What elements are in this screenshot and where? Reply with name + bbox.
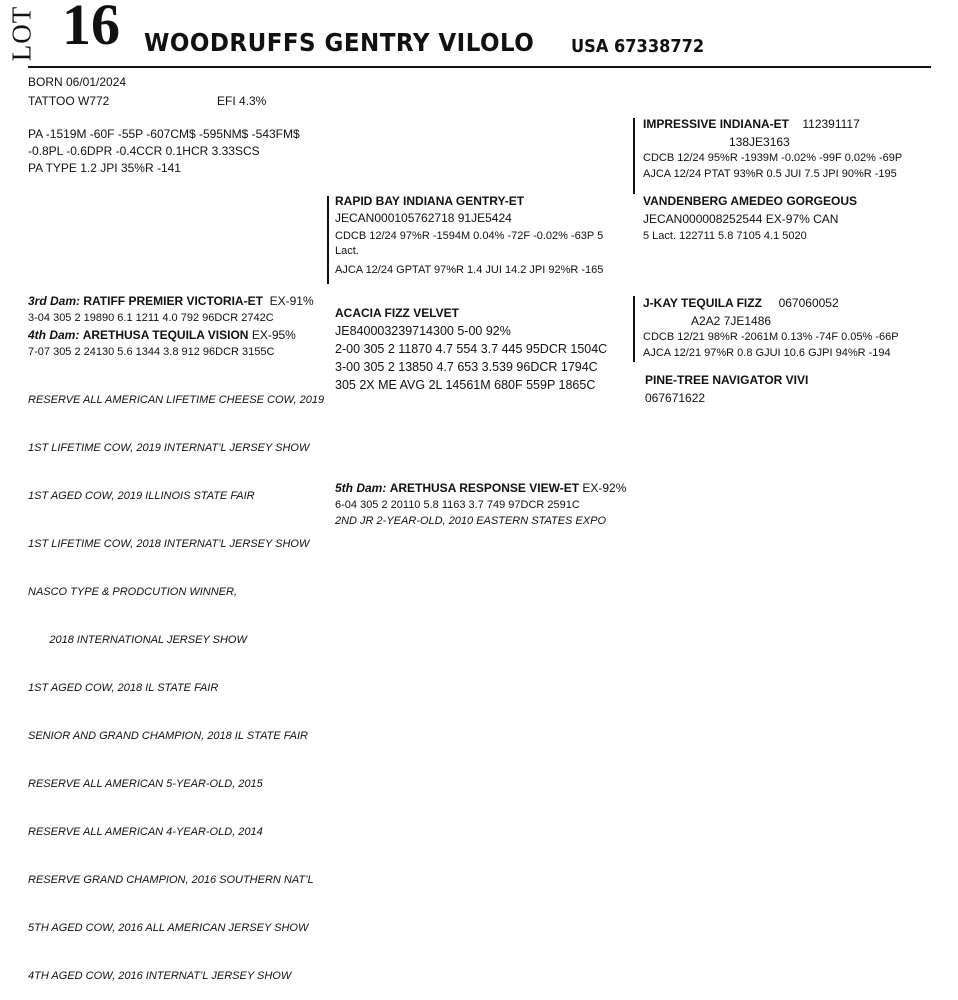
registration-number: USA 67338772 (571, 36, 705, 57)
third-dam-record: 3-04 305 2 19890 6.1 1211 4.0 792 96DCR 2742C (28, 312, 274, 324)
dam-sire-name: J-KAY TEQUILA FIZZ (643, 296, 762, 310)
born-date: BORN 06/01/2024 (28, 75, 127, 89)
sire-dam-id: JECAN000008252544 EX-97% CAN (643, 212, 839, 226)
sire-dam-record: 5 Lact. 122711 5.8 7105 4.1 5020 (643, 230, 807, 242)
dam-sire-cdcb: CDCB 12/21 98%R -2061M 0.13% -74F 0.05% -66P (643, 331, 899, 343)
honor-line: 1ST AGED COW, 2019 ILLINOIS STATE FAIR (28, 490, 255, 502)
sire-sire-code: 138JE3163 (729, 135, 790, 149)
honor-line: 1ST AGED COW, 2018 IL STATE FAIR (28, 682, 219, 694)
sire-sire-cdcb: CDCB 12/24 95%R -1939M -0.02% -99F 0.02% -69P (643, 152, 903, 164)
sire-sire-header (643, 116, 860, 132)
honor-line: 1ST LIFETIME COW, 2019 INTERNAT’L JERSEY SHOW (28, 442, 310, 454)
fourth-dam-header (28, 327, 296, 343)
dam-dam-number: 067671622 (645, 391, 706, 405)
fourth-dam-honors (28, 360, 324, 1000)
sire-sire-name: IMPRESSIVE INDIANA-ET (643, 117, 790, 131)
sire-sire-number: 112391117 (802, 117, 860, 131)
dam-sire-header (643, 295, 839, 311)
fifth-dam-header (335, 480, 626, 496)
dam-id: JE840003239714300 5-00 92% (335, 324, 511, 338)
pa-line-2: -0.8PL -0.6DPR -0.4CCR 0.1HCR 3.33SCS (28, 144, 260, 158)
efi: EFI 4.3% (217, 94, 267, 108)
fourth-dam-record: 7-07 305 2 24130 5.6 1344 3.8 912 96DCR 3155C (28, 346, 275, 358)
third-dam-score: EX-91% (269, 294, 314, 308)
header-divider (28, 66, 931, 68)
fifth-dam-name: ARETHUSA RESPONSE VIEW-ET (389, 481, 580, 495)
third-dam-name: RATIFF PREMIER VICTORIA-ET (83, 294, 263, 308)
sire-bracket (327, 196, 329, 284)
honor-line: 5TH AGED COW, 2016 ALL AMERICAN JERSEY SHOW (28, 922, 309, 934)
honor-line: 4TH AGED COW, 2016 INTERNAT’L JERSEY SHOW (28, 970, 292, 982)
pa-line-3: PA TYPE 1.2 JPI 35%R -141 (28, 161, 181, 175)
dam-me-avg: 305 2X ME AVG 2L 14561M 680F 559P 1865C (335, 378, 596, 392)
honor-line: SENIOR AND GRAND CHAMPION, 2018 IL STATE FAIR (28, 730, 308, 742)
third-dam-label: 3rd Dam: (28, 294, 81, 308)
dam-sire-ajca: AJCA 12/21 97%R 0.8 GJUI 10.6 GJPI 94%R -194 (643, 347, 891, 359)
animal-name: WOODRUFFS GENTRY VILOLO (144, 28, 535, 57)
tattoo: TATTOO W772 (28, 94, 110, 108)
sire-cdcb: CDCB 12/24 97%R -1594M 0.04% -72F -0.02% -63P 5 (335, 230, 604, 242)
fourth-dam-score: EX-95% (251, 328, 296, 342)
lot-number: 16 (62, 0, 120, 57)
fourth-dam-label: 4th Dam: (28, 328, 80, 342)
dam-record-1: 2-00 305 2 11870 4.7 554 3.7 445 95DCR 1504C (335, 342, 608, 356)
fourth-dam-name: ARETHUSA TEQUILA VISION (82, 328, 249, 342)
honor-line: 1ST LIFETIME COW, 2018 INTERNAT’L JERSEY SHOW (28, 538, 310, 550)
lot-label: LOT (6, 5, 37, 62)
fifth-dam-record: 6-04 305 2 20110 5.8 1163 3.7 749 97DCR 2591C (335, 499, 580, 511)
fifth-dam-score: EX-92% (582, 481, 627, 495)
fifth-dam-label: 5th Dam: (335, 481, 387, 495)
honor-line: RESERVE ALL AMERICAN 4-YEAR-OLD, 2014 (28, 826, 263, 838)
sire-name: RAPID BAY INDIANA GENTRY-ET (335, 194, 525, 208)
third-dam-header (28, 293, 314, 309)
honor-line: RESERVE ALL AMERICAN 5-YEAR-OLD, 2015 (28, 778, 263, 790)
sire-ajca: AJCA 12/24 GPTAT 97%R 1.4 JUI 14.2 JPI 92%R -165 (335, 264, 604, 276)
sire-sire-ajca: AJCA 12/24 PTAT 93%R 0.5 JUI 7.5 JPI 90%R -195 (643, 168, 897, 180)
honor-line: 2018 INTERNATIONAL JERSEY SHOW (28, 634, 247, 646)
dam-record-2: 3-00 305 2 13850 4.7 653 3.539 96DCR 1794C (335, 360, 598, 374)
fifth-dam-honor: 2ND JR 2-YEAR-OLD, 2010 EASTERN STATES EXPO (335, 515, 607, 527)
dam-dam-name: PINE-TREE NAVIGATOR VIVI (645, 373, 809, 387)
dam-sire-bracket (633, 296, 635, 362)
honor-line: RESERVE ALL AMERICAN LIFETIME CHEESE COW, 2019 (28, 394, 325, 406)
dam-sire-number: 067060052 (778, 296, 839, 310)
honor-line: RESERVE GRAND CHAMPION, 2016 SOUTHERN NAT’L (28, 874, 314, 886)
honor-line: NASCO TYPE & PRODCUTION WINNER, (28, 586, 238, 598)
sire-id: JECAN000105762718 91JE5424 (335, 211, 512, 225)
dam-name: ACACIA FIZZ VELVET (335, 306, 459, 320)
sire-cdcb-cont: Lact. (335, 245, 359, 257)
dam-sire-code: A2A2 7JE1486 (691, 314, 772, 328)
sire-dam-name: VANDENBERG AMEDEO GORGEOUS (643, 194, 858, 208)
pa-line-1: PA -1519M -60F -55P -607CM$ -595NM$ -543FM$ (28, 127, 300, 141)
sire-sire-bracket (633, 118, 635, 194)
